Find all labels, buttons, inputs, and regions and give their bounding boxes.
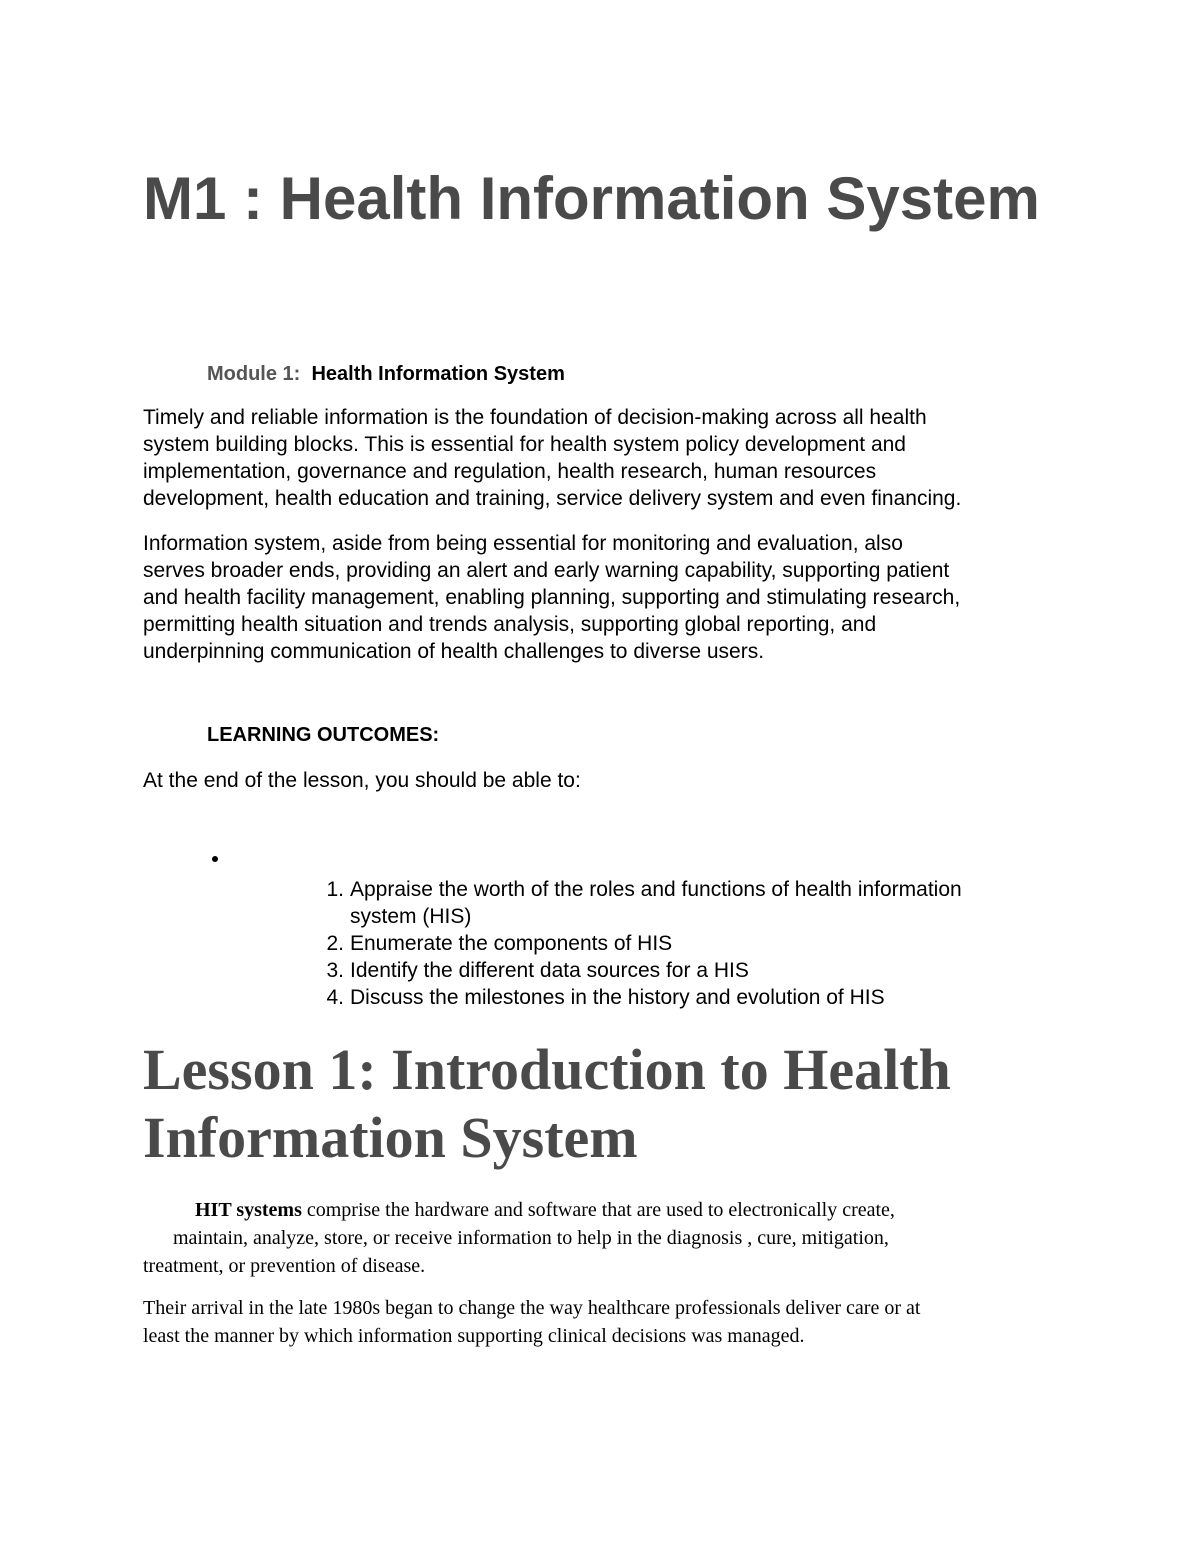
hit-systems-term: HIT systems [195, 1199, 302, 1221]
text-line: Appraise the worth of the roles and functions of health information [350, 878, 962, 901]
text-line: treatment, or prevention of disease. [143, 1255, 426, 1277]
list-item [300, 984, 1100, 1011]
lesson-title-line: Information System [143, 1105, 638, 1170]
text-line: least the manner by which information supporting clinical decisions was managed. [143, 1325, 805, 1347]
text-line: system (HIS) [350, 905, 472, 928]
text-line: Enumerate the components of HIS [350, 932, 673, 955]
module-name: Health Information System [311, 363, 565, 385]
text-line [143, 1196, 1073, 1224]
text-line: Their arrival in the late 1980s began to change the way healthcare professionals deliver care or at [143, 1297, 921, 1319]
lesson-title [143, 1036, 951, 1172]
document-title: M1 : Health Information System [143, 165, 1040, 232]
text-line: development, health education and training, service delivery system and even financing. [143, 487, 962, 510]
module-heading [207, 360, 565, 388]
module-prefix: Module 1: [207, 363, 301, 385]
text-line: Identify the different data sources for a HIS [350, 959, 749, 982]
list-number: 2. [326, 932, 344, 955]
text-fragment: comprise the hardware and software that are used to electronically create, [301, 1199, 895, 1221]
list-item-text [350, 930, 672, 957]
text-line: system building blocks. This is essential for health system policy development and [143, 433, 906, 456]
learning-outcomes-list [300, 876, 1100, 1011]
hit-systems-paragraph [143, 1196, 1073, 1280]
list-item [300, 957, 1100, 984]
list-item-text [350, 876, 962, 930]
learning-outcomes-intro: At the end of the lesson, you should be able to: [143, 769, 581, 792]
text-line: Information system, aside from being essential for monitoring and evaluation, also [143, 532, 903, 555]
text-line: permitting health situation and trends analysis, supporting global reporting, and [143, 613, 877, 636]
text-line: underpinning communication of health challenges to diverse users. [143, 640, 765, 663]
text-line: and health facility management, enabling planning, supporting and stimulating research, [143, 586, 961, 609]
list-number: 4. [326, 986, 344, 1009]
text-line: Timely and reliable information is the foundation of decision-making across all health [143, 406, 927, 429]
list-item [300, 930, 1100, 957]
text-line: Discuss the milestones in the history and evolution of HIS [350, 986, 885, 1009]
bullet-icon [212, 856, 218, 862]
lesson-title-line: Lesson 1: Introduction to Health [143, 1037, 951, 1102]
list-number: 1. [326, 878, 344, 901]
text-line: serves broader ends, providing an alert and early warning capability, supporting patient [143, 559, 950, 582]
list-item [300, 876, 1100, 930]
text-line: maintain, analyze, store, or receive information to help in the diagnosis , cure, mitigation, [173, 1227, 889, 1249]
list-number: 3. [326, 959, 344, 982]
arrival-paragraph [143, 1294, 1073, 1350]
text-line: implementation, governance and regulation, health research, human resources [143, 460, 877, 483]
intro-paragraph [143, 404, 1073, 512]
learning-outcomes-heading: LEARNING OUTCOMES: [207, 724, 440, 746]
list-item-text [350, 984, 885, 1011]
list-item-text [350, 957, 749, 984]
information-system-paragraph [143, 530, 1073, 665]
